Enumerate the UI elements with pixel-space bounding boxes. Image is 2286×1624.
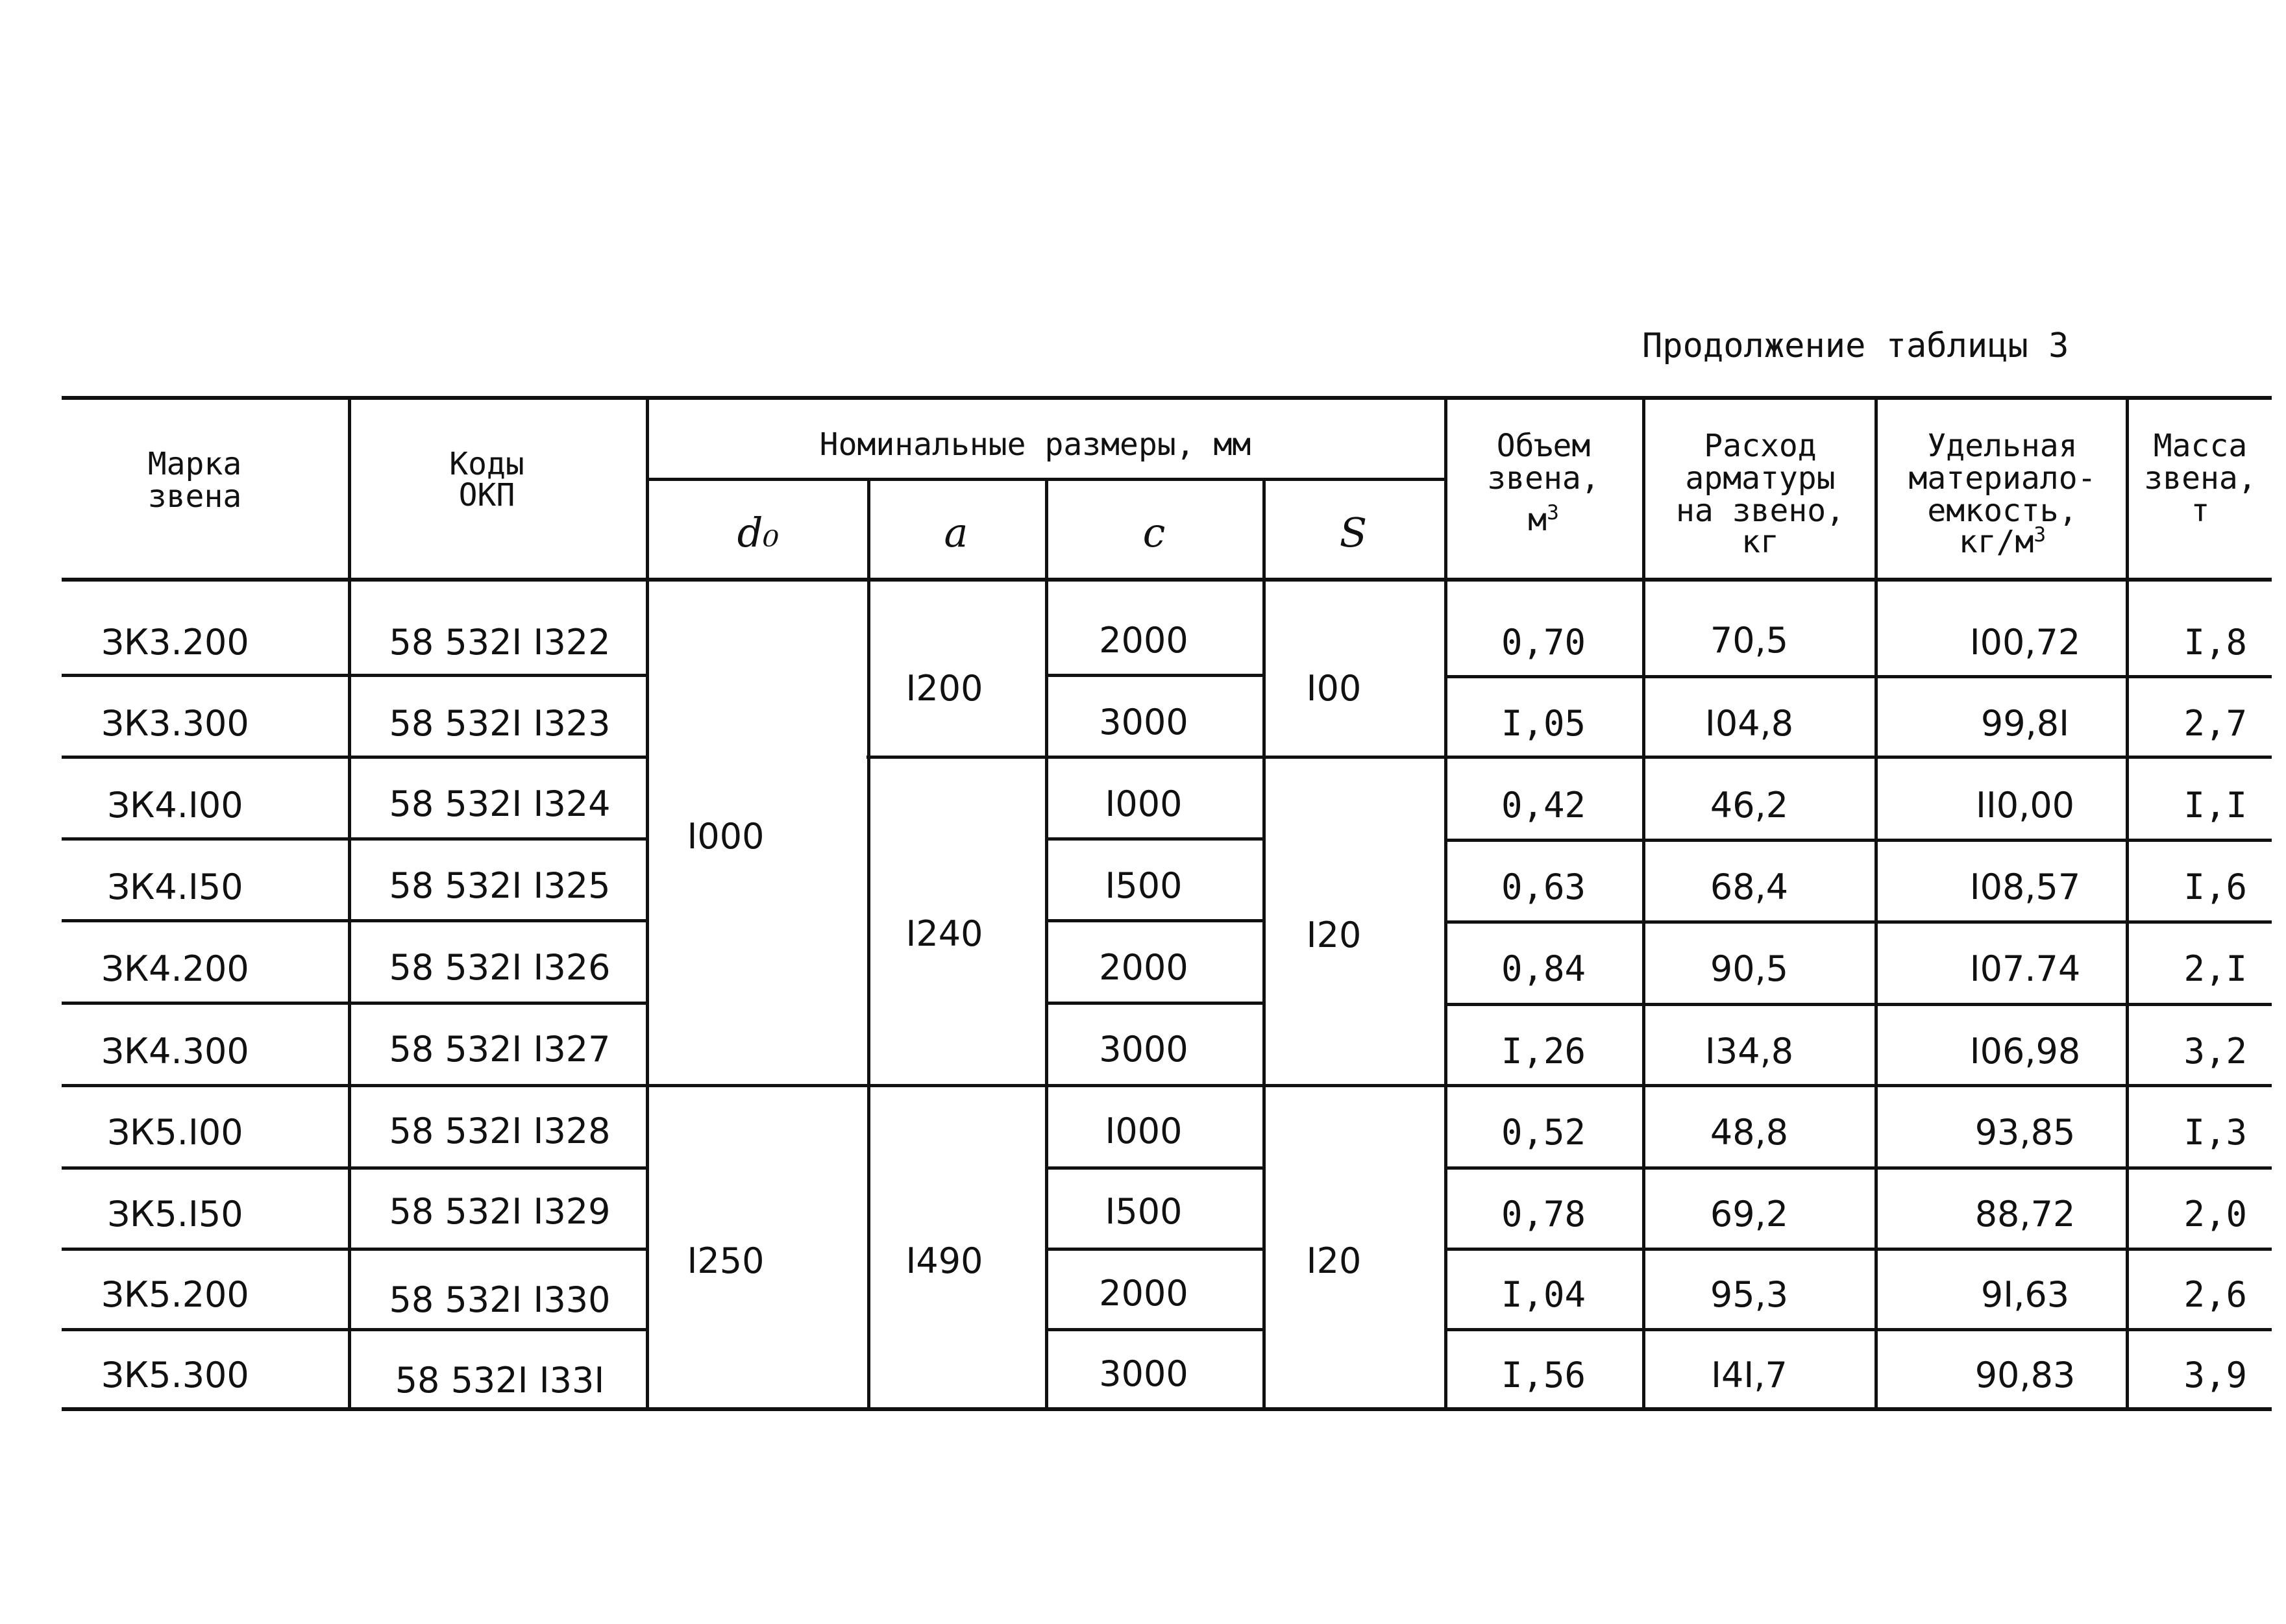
- column-rule: [646, 397, 649, 1410]
- cell-c: I500: [1105, 865, 1183, 906]
- cell-specific: 99,8I: [1980, 703, 2070, 744]
- merged-a-cell: I200: [905, 668, 983, 709]
- cell-mark: ЗК5.I00: [107, 1112, 243, 1153]
- cell-volume: 0,42: [1501, 785, 1586, 826]
- cell-mass: I,3: [2183, 1112, 2247, 1153]
- header-a: a: [944, 509, 968, 556]
- cell-mark: ЗК4.I00: [107, 785, 243, 826]
- cell-rebar: 69,2: [1710, 1194, 1789, 1235]
- row-rule: [1444, 1248, 2272, 1251]
- column-rule: [867, 479, 870, 1410]
- row-rule: [1444, 1003, 2272, 1006]
- cell-rebar: 48,8: [1710, 1112, 1789, 1153]
- merged-d0-cell: I000: [687, 816, 765, 857]
- header-bottom-rule: [62, 578, 2272, 582]
- cell-rebar: 70,5: [1710, 620, 1789, 661]
- cell-code: 58 532I I325: [389, 865, 611, 906]
- cell-mark: ЗК5.I50: [107, 1194, 243, 1235]
- row-rule: [1444, 839, 2272, 842]
- column-rule: [1642, 397, 1645, 1410]
- cell-mark: ЗК4.300: [101, 1031, 249, 1072]
- row-rule: [1444, 920, 2272, 924]
- cell-volume: 0,70: [1501, 622, 1586, 663]
- cell-mark: ЗК3.300: [101, 703, 249, 744]
- cell-specific: 9I,63: [1980, 1274, 2070, 1315]
- column-rule: [1874, 397, 1878, 1410]
- cell-c: 3000: [1099, 1029, 1188, 1070]
- row-rule: [62, 837, 646, 841]
- cell-rebar: I04,8: [1704, 703, 1794, 744]
- cell-rebar: 46,2: [1710, 785, 1789, 826]
- cell-code: 58 532I I328: [389, 1111, 611, 1151]
- header-c: c: [1142, 509, 1166, 556]
- merged-d0-cell: I250: [687, 1240, 765, 1281]
- document-page: Продолжение таблицы 3 Марка звена Коды ОКП Номинальные размеры, мм d₀ a c S Объем звена, $м^3$ Расход арматуры на звено, кг Удельная материало- емкость, $кг/м^3$ Масса звена, т ЗК3.200 58 532I I322 2000 0,70 70,5 I00,72 I,8 ЗК3.300 58 532I I323 3000 I,05 I04,8 99,8I 2,7 ЗК4.I00 58 532I I324 I000 0,42 46,2 II0,00 I,I ЗК4.I50 58 532I I325 I500 0,63 68,4 I08,57 I,6 ЗК4.200 58 532I I326 2000 0,84 90,5 I07.74 2,I ЗК4.300 58 532I I327 3000 I,26 I34,8 I06,98 3,2 ЗК5.I00 58 532I I328 I000 0,52 48,8 93,85 I,3 ЗК5.I50 58 532I I329 I500 0,78 69,2 88,72 2,0 ЗК5.200 58 532I I330 2000 I,04 95,3 9I,63 2,6 ЗК5.300 58 532I I33I 3000 I,56 I4I,7 90,83 3,9 I000 I250 I200 I240 I490 I00 I20 I20: [0, 0, 2286, 1624]
- cell-rebar: 68,4: [1710, 867, 1789, 907]
- cell-specific: I00,72: [1969, 622, 2081, 663]
- cell-volume: I,56: [1501, 1355, 1586, 1396]
- row-rule: [1045, 1166, 1262, 1170]
- column-rule: [1262, 479, 1266, 1410]
- cell-c: I000: [1105, 783, 1183, 824]
- cell-rebar: 90,5: [1710, 948, 1789, 989]
- row-rule: [62, 756, 646, 759]
- cell-specific: 88,72: [1974, 1194, 2076, 1235]
- cell-code: 58 532I I329: [389, 1191, 611, 1232]
- merged-s-cell: I20: [1306, 1240, 1362, 1281]
- cell-mass: 3,2: [2183, 1031, 2247, 1072]
- row-rule: [1444, 1166, 2272, 1170]
- row-rule: [62, 919, 646, 922]
- table-bottom-rule: [62, 1407, 2272, 1411]
- cell-specific: II0,00: [1975, 785, 2075, 826]
- cell-c: 2000: [1099, 947, 1188, 988]
- cell-code: 58 532I I324: [389, 783, 611, 824]
- table-caption: Продолжение таблицы 3: [1642, 326, 2069, 365]
- cell-mass: I,I: [2183, 785, 2247, 826]
- cell-volume: I,05: [1501, 703, 1586, 744]
- cell-c: I500: [1105, 1191, 1183, 1232]
- cell-code: 58 532I I327: [389, 1029, 611, 1070]
- header-s: S: [1339, 509, 1368, 556]
- cell-mass: 2,6: [2183, 1274, 2247, 1315]
- header-d0: d₀: [737, 509, 780, 556]
- cell-specific: I06,98: [1969, 1031, 2081, 1072]
- group-rule: [62, 1084, 2272, 1087]
- row-rule: [62, 1328, 646, 1331]
- cell-mass: 2,7: [2183, 703, 2247, 744]
- column-rule: [1444, 397, 1447, 1410]
- row-rule: [1045, 1248, 1262, 1251]
- row-rule: [1045, 1002, 1262, 1005]
- cell-mark: ЗК4.200: [101, 948, 249, 989]
- cell-rebar: I4I,7: [1711, 1355, 1788, 1396]
- cell-c: 2000: [1099, 620, 1188, 661]
- cell-mass: 2,I: [2183, 948, 2247, 989]
- cell-code: 58 532I I326: [389, 947, 611, 988]
- column-rule: [2126, 397, 2129, 1410]
- row-rule: [1045, 837, 1262, 841]
- row-rule: [1045, 674, 1262, 677]
- cell-specific: 93,85: [1974, 1112, 2076, 1153]
- cell-volume: 0,52: [1501, 1112, 1586, 1153]
- row-rule: [1444, 1328, 2272, 1331]
- cell-code: 58 532I I323: [389, 703, 611, 744]
- cell-c: 3000: [1099, 1353, 1188, 1394]
- cell-specific: I08,57: [1969, 867, 2081, 907]
- row-rule: [62, 1248, 646, 1251]
- row-rule: [1045, 919, 1262, 922]
- cell-code: 58 532I I330: [389, 1279, 611, 1320]
- cell-specific: 90,83: [1974, 1355, 2076, 1396]
- cell-mass: 3,9: [2183, 1355, 2247, 1396]
- cell-volume: I,26: [1501, 1031, 1586, 1072]
- cell-c: 2000: [1099, 1273, 1188, 1314]
- row-rule: [1045, 1328, 1262, 1331]
- row-rule: [62, 674, 646, 677]
- row-rule: [1444, 675, 2272, 678]
- cell-mark: ЗК3.200: [101, 622, 249, 663]
- row-rule: [62, 1002, 646, 1005]
- table-top-rule: [62, 396, 2272, 400]
- cell-c: 3000: [1099, 702, 1188, 743]
- cell-mark: ЗК4.I50: [107, 867, 243, 907]
- merged-s-cell: I00: [1306, 668, 1362, 709]
- cell-specific: I07.74: [1969, 948, 2081, 989]
- column-rule: [1045, 479, 1048, 1410]
- cell-mark: ЗК5.200: [101, 1274, 249, 1315]
- merged-a-cell: I240: [905, 913, 983, 954]
- cell-mass: I,6: [2183, 867, 2247, 907]
- cell-rebar: 95,3: [1710, 1274, 1789, 1315]
- cell-mass: 2,0: [2183, 1194, 2247, 1235]
- cell-volume: I,04: [1501, 1274, 1586, 1315]
- row-rule: [62, 1166, 646, 1170]
- cell-volume: 0,63: [1501, 867, 1586, 907]
- cell-mark: ЗК5.300: [101, 1355, 249, 1396]
- cell-volume: 0,78: [1501, 1194, 1586, 1235]
- column-rule: [348, 397, 351, 1410]
- header-nominal-sizes: Номинальные размеры, мм: [819, 426, 1251, 463]
- cell-code: 58 532I I322: [389, 622, 611, 663]
- cell-c: I000: [1105, 1111, 1183, 1151]
- row-rule: [866, 756, 2272, 759]
- cell-volume: 0,84: [1501, 948, 1586, 989]
- cell-mass: I,8: [2183, 622, 2247, 663]
- cell-rebar: I34,8: [1704, 1031, 1794, 1072]
- merged-s-cell: I20: [1306, 915, 1362, 955]
- cell-code: 58 532I I33I: [395, 1360, 605, 1401]
- merged-a-cell: I490: [905, 1240, 983, 1281]
